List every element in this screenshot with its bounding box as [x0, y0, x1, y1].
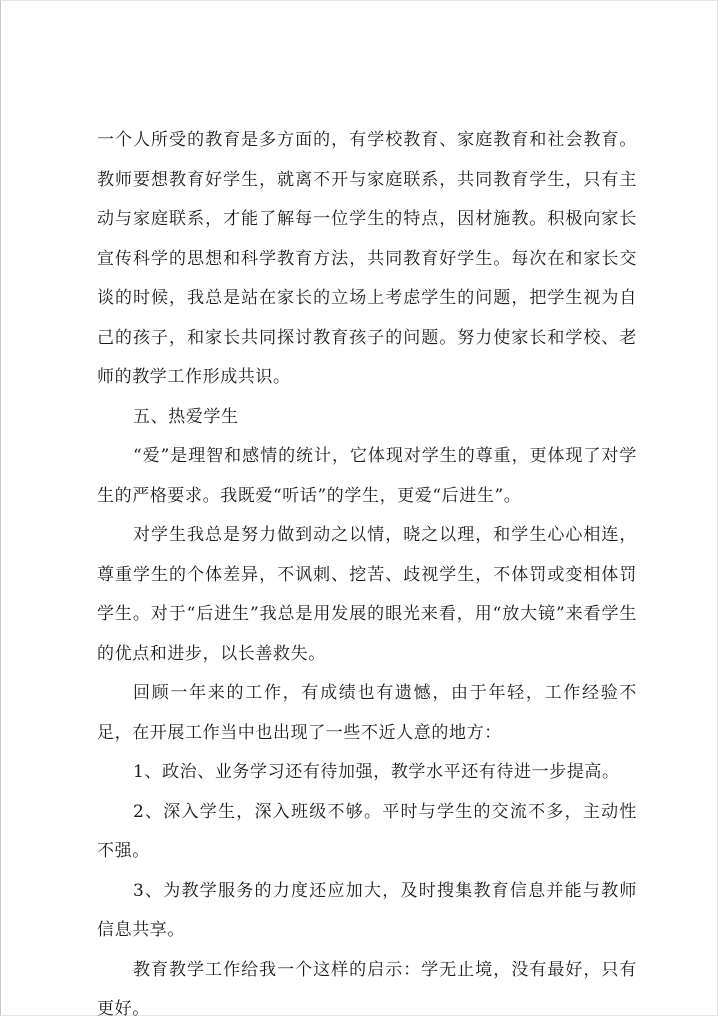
section-heading-love-students: 五、热爱学生	[133, 406, 239, 427]
paragraph-family-education: 一个人所受的教育是多方面的，有学校教育、家庭教育和社会教育。教师要想教育好学生，就离不开与家庭联系，共同教育学生，只有主动与家庭联系，才能了解每一位学生的特点，因材施教。积极向家长宣传科学的思想和科学教育方法，共同教育好学生。每次在和家长交谈的时候，我总是站在家长的立场上考虑学生的问题，把学生视为自己的孩子，和家长共同探讨教育孩子的问题。努力使家长和学校、老师的教学工作形成共识。	[97, 130, 637, 387]
paragraph-year-review: 回顾一年来的工作，有成绩也有遗憾，由于年轻，工作经验不足，在开展工作当中也出现了一些不近人意的地方：	[97, 683, 637, 743]
list-item-1: 1、政治、业务学习还有待加强，教学水平还有待进一步提高。	[133, 762, 620, 782]
list-item-2: 2、深入学生，深入班级不够。平时与学生的交流不多，主动性不强。	[97, 801, 637, 861]
paragraph-love-definition: “爱”是理智和感情的统计，它体现对学生的尊重，更体现了对学生的严格要求。我既爱“听话”的学生，更爱“后进生”。	[97, 446, 637, 506]
list-item-3: 3、为教学服务的力度还应加大，及时搜集教育信息并能与教师信息共享。	[97, 880, 637, 940]
paragraph-conclusion: 教育教学工作给我一个这样的启示：学无止境，没有最好，只有更好。	[97, 959, 637, 1019]
paragraph-respect-students: 对学生我总是努力做到动之以情，晓之以理，和学生心心相连，尊重学生的个体差异，不讽刺、挖苦、歧视学生，不体罚或变相体罚学生。对于“后进生”我总是用发展的眼光来看，用“放大镜”来看学生的优点和进步，以长善救失。	[97, 525, 637, 664]
document-body	[97, 121, 637, 1030]
